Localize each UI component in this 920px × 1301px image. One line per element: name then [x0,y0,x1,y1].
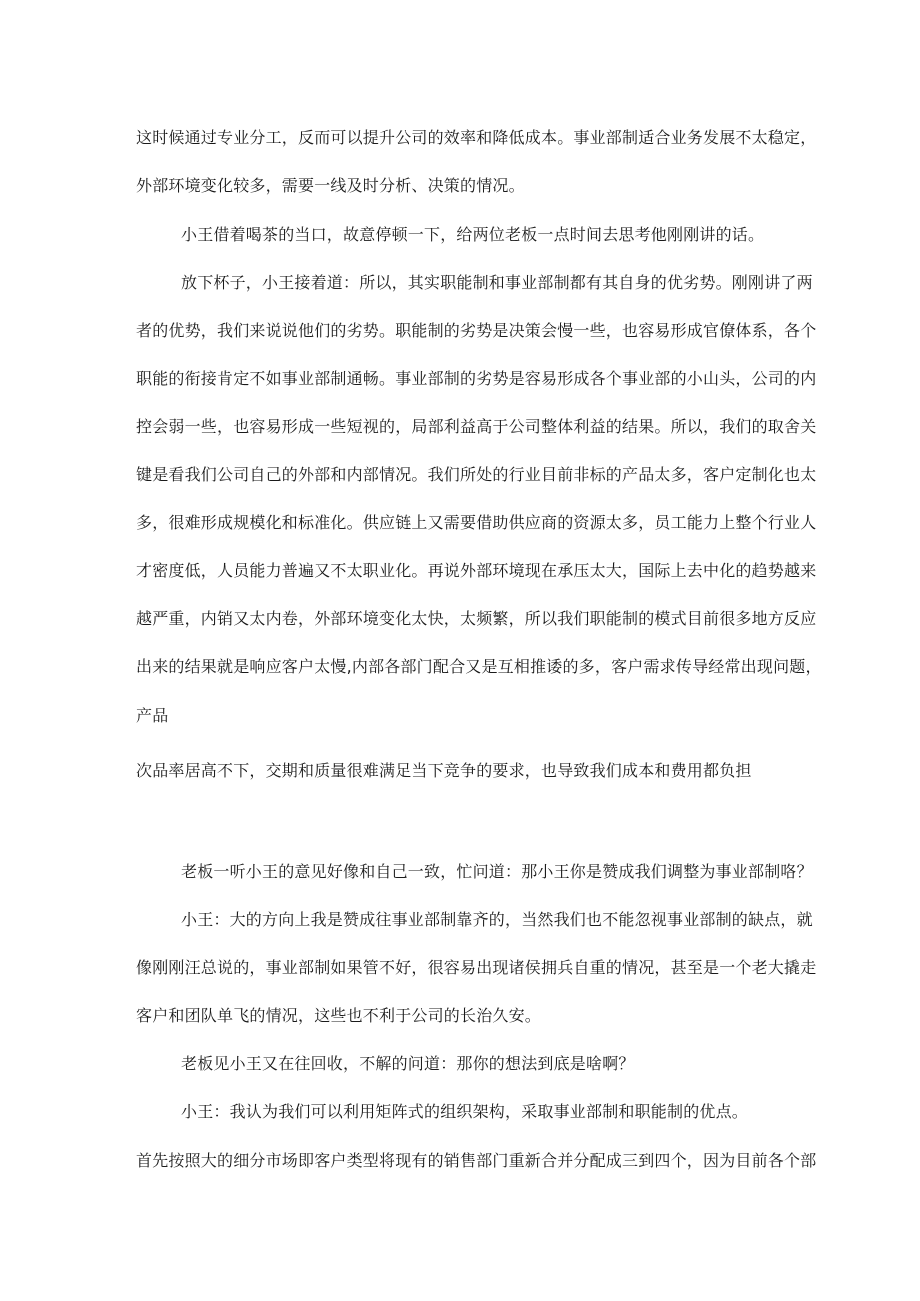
text-line: 小王：我认为我们可以利用矩阵式的组织架构，采取事业部制和职能制的优点。 [181,1102,749,1121]
text-line: 这时候通过专业分工，反而可以提升公司的效率和降低成本。事业部制适合业务发展不太稳定， [136,128,817,147]
text-line: 才密度低，人员能力普遍又不太职业化。再说外部环境现在承压太大，国际上去中化的趋势越来 [136,561,817,580]
text-line: 者的优势，我们来说说他们的劣势。职能制的劣势是决策会慢一些，也容易形成官僚体系，各个 [136,321,817,340]
text-line: 次品率居高不下，交期和质量很难满足当下竞争的要求，也导致我们成本和费用都负担 [136,761,752,780]
text-line: 键是看我们公司自己的外部和内部情况。我们所处的行业目前非标的产品太多，客户定制化也太 [136,465,817,484]
text-line: 职能的衔接肯定不如事业部制通畅。事业部制的劣势是容易形成各个事业部的小山头，公司的内 [136,369,817,388]
text-line: 多，很难形成规模化和标准化。供应链上又需要借助供应商的资源太多，员工能力上整个行业人 [136,513,817,532]
text-line: 老板见小王又在往回收，不解的问道：那你的想法到底是啥啊？ [181,1054,635,1073]
text-line: 出来的结果就是响应客户太慢,内部各部门配合又是互相推诿的多，客户需求传导经常出现问题， [136,657,822,676]
text-line: 老板一听小王的意见好像和自己一致，忙问道：那小王你是赞成我们调整为事业部制咯？ [181,862,813,881]
text-line: 客户和团队单飞的情况，这些也不利于公司的长治久安。 [136,1006,542,1025]
text-line: 小王借着喝茶的当口，故意停顿一下，给两位老板一点时间去思考他刚刚讲的话。 [181,225,765,244]
text-line: 首先按照大的细分市场即客户类型将现有的销售部门重新合并分配成三到四个，因为目前各个部 [136,1151,817,1170]
text-line: 外部环境变化较多，需要一线及时分析、决策的情况。 [136,176,525,195]
text-line: 小王：大的方向上我是赞成往事业部制靠齐的，当然我们也不能忽视事业部制的缺点，就 [181,910,813,929]
text-line: 像刚刚汪总说的，事业部制如果管不好，很容易出现诸侯拥兵自重的情况，甚至是一个老大撬走 [136,958,817,977]
text-line: 越严重，内销又太内卷，外部环境变化太快，太频繁，所以我们职能制的模式目前很多地方反应 [136,609,817,628]
text-line: 产品 [136,706,169,725]
text-line: 放下杯子，小王接着道：所以，其实职能制和事业部制都有其自身的优劣势。刚刚讲了两 [181,273,813,292]
text-line: 控会弱一些，也容易形成一些短视的，局部利益高于公司整体利益的结果。所以，我们的取舍关 [136,417,817,436]
